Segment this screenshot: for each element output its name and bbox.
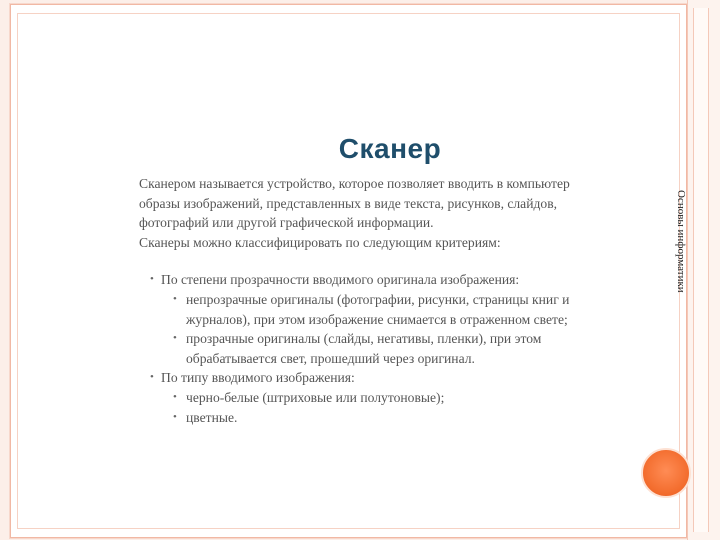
intro-line: Сканером называется устройство, которое позволяет вводить в компьютер (139, 176, 570, 191)
sub-item (139, 388, 639, 408)
sub-item (139, 408, 639, 428)
sub-item-line: журналов), при этом изображение снимается в отраженном свете; (186, 311, 568, 327)
sub-item (139, 290, 639, 329)
criterion-label: По типу вводимого изображения: (161, 370, 355, 386)
criterion-label: По степени прозрачности вводимого оригинала изображения: (161, 272, 520, 288)
slide-title: Сканер (338, 133, 442, 164)
criterion-item (139, 368, 639, 388)
side-caption: Основы информатики (675, 190, 687, 293)
sub-item (139, 329, 639, 368)
intro-line: фотографий или другой графической информации. (139, 215, 434, 231)
slide-body (139, 174, 639, 427)
decorative-circle (641, 448, 691, 498)
intro-line: Сканеры можно классифицировать по следующим критериям: (139, 234, 501, 250)
right-decor-stripe (693, 8, 709, 532)
intro-line: образы изображений, представленных в виде текста, рисунков, слайдов, (139, 195, 558, 211)
sub-item-line: • прозрачные оригиналы (слайды, негативы, пленки), при этом (186, 331, 542, 347)
criterion-item (139, 270, 639, 290)
sub-item-line: • цветные. (186, 409, 238, 425)
sub-item-line: • черно-белые (штриховые или полутоновые); (186, 389, 445, 405)
sub-item-line: • непрозрачные оригиналы (фотографии, рисунки, страницы книг и (186, 291, 570, 307)
sub-item-line: обрабатывается свет, прошедший через оригинал. (186, 350, 475, 366)
